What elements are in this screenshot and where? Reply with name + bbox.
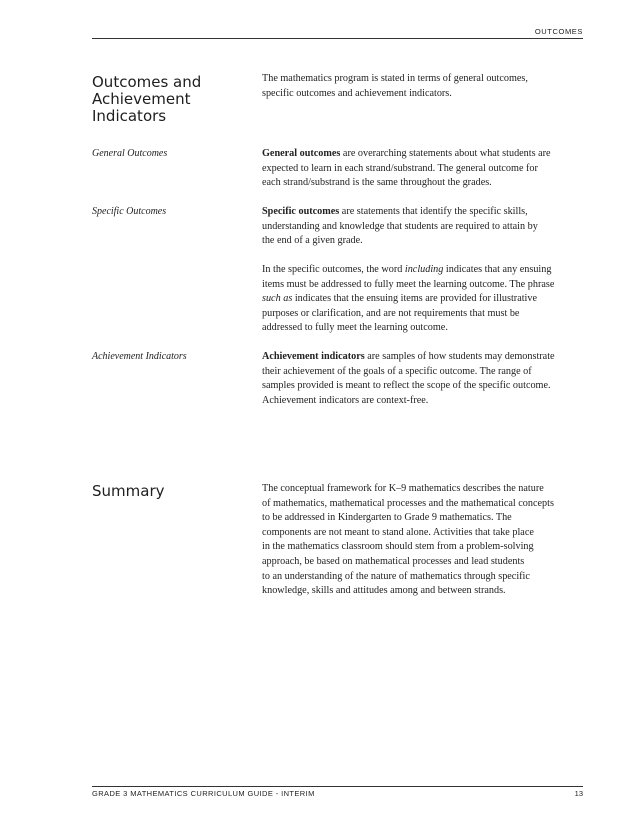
text-run: are statements that identify the specific skills,: [339, 206, 528, 217]
heading-line: Achievement: [92, 90, 191, 108]
text-line: purposes or clarification, and are not requirements that must be: [262, 307, 520, 319]
emphasis-such-as: such as: [262, 293, 293, 305]
text-line: expected to learn in each strand/substrand. The general outcome for: [262, 162, 538, 174]
text-line: The conceptual framework for K–9 mathematics describes the nature: [262, 483, 544, 494]
text-line: their achievement of the goals of a specific outcome. The range of: [262, 365, 532, 377]
term-achievement-indicators: Achievement indicators: [262, 351, 365, 362]
text-line: addressed to fully meet the learning outcome.: [262, 322, 448, 334]
term-general-outcomes: General outcomes: [262, 148, 341, 159]
text-run: are overarching statements about what students are: [340, 148, 551, 159]
text-line: samples provided is meant to reflect the scope of the specific outcome.: [262, 380, 551, 392]
outcomes-intro-paragraph: [262, 72, 588, 101]
text-line: to be addressed in Kindergarten to Grade 9 mathematics. The: [262, 512, 512, 524]
text-line: [262, 350, 588, 365]
header-rule: [92, 38, 583, 39]
text-line: [262, 205, 588, 220]
text-line: approach, be based on mathematical processes and lead students: [262, 555, 525, 567]
heading-line: Outcomes and: [92, 73, 202, 91]
page-number: 13: [574, 789, 583, 798]
text-line: in the mathematics classroom should stem from a problem-solving: [262, 541, 534, 553]
text-run: indicates that the ensuing items are provided for illustrative: [292, 293, 537, 305]
text-line: each strand/substrand is the same throughout the grades.: [262, 177, 492, 189]
including-such-as-paragraph: [262, 263, 588, 336]
footer-rule: [92, 786, 583, 787]
text-line: of mathematics, mathematical processes and the mathematical concepts: [262, 497, 554, 509]
text-line: [262, 147, 588, 162]
text-line: components are not meant to stand alone. Activities that take place: [262, 526, 534, 538]
running-header: OUTCOMES: [534, 27, 583, 36]
section-heading-summary: Summary: [92, 482, 165, 500]
summary-paragraph: [262, 482, 588, 599]
text-run: are samples of how students may demonstrate: [364, 351, 555, 362]
text-run: In the specific outcomes, the word: [262, 264, 405, 275]
text-line: understanding and knowledge that students are required to attain by: [262, 220, 538, 232]
text-line: to an understanding of the nature of mathematics through specific: [262, 570, 530, 582]
side-label-specific-outcomes: Specific Outcomes: [92, 206, 167, 217]
general-outcomes-paragraph: [262, 147, 588, 191]
side-label-general-outcomes: General Outcomes: [92, 148, 168, 159]
text-line: the end of a given grade.: [262, 235, 363, 247]
emphasis-including: including: [404, 264, 444, 275]
term-specific-outcomes: Specific outcomes: [262, 206, 340, 217]
text-run: indicates that any ensuing: [443, 264, 552, 275]
specific-outcomes-paragraph: [262, 205, 588, 249]
achievement-indicators-paragraph: [262, 350, 588, 408]
text-line: knowledge, skills and attitudes among and between strands.: [262, 585, 506, 597]
running-footer-title: GRADE 3 MATHEMATICS CURRICULUM GUIDE - INTERIM: [92, 789, 315, 798]
text-line: Achievement indicators are context-free.: [262, 394, 429, 406]
text-line: specific outcomes and achievement indicators.: [262, 87, 452, 99]
text-line: [262, 263, 588, 278]
section-heading-outcomes: [92, 74, 242, 125]
side-label-achievement-indicators: Achievement Indicators: [92, 351, 187, 362]
text-line: [262, 292, 588, 307]
text-line: The mathematics program is stated in terms of general outcomes,: [262, 73, 528, 84]
text-line: items must be addressed to fully meet the learning outcome. The phrase: [262, 278, 555, 290]
heading-line: Indicators: [92, 107, 167, 125]
